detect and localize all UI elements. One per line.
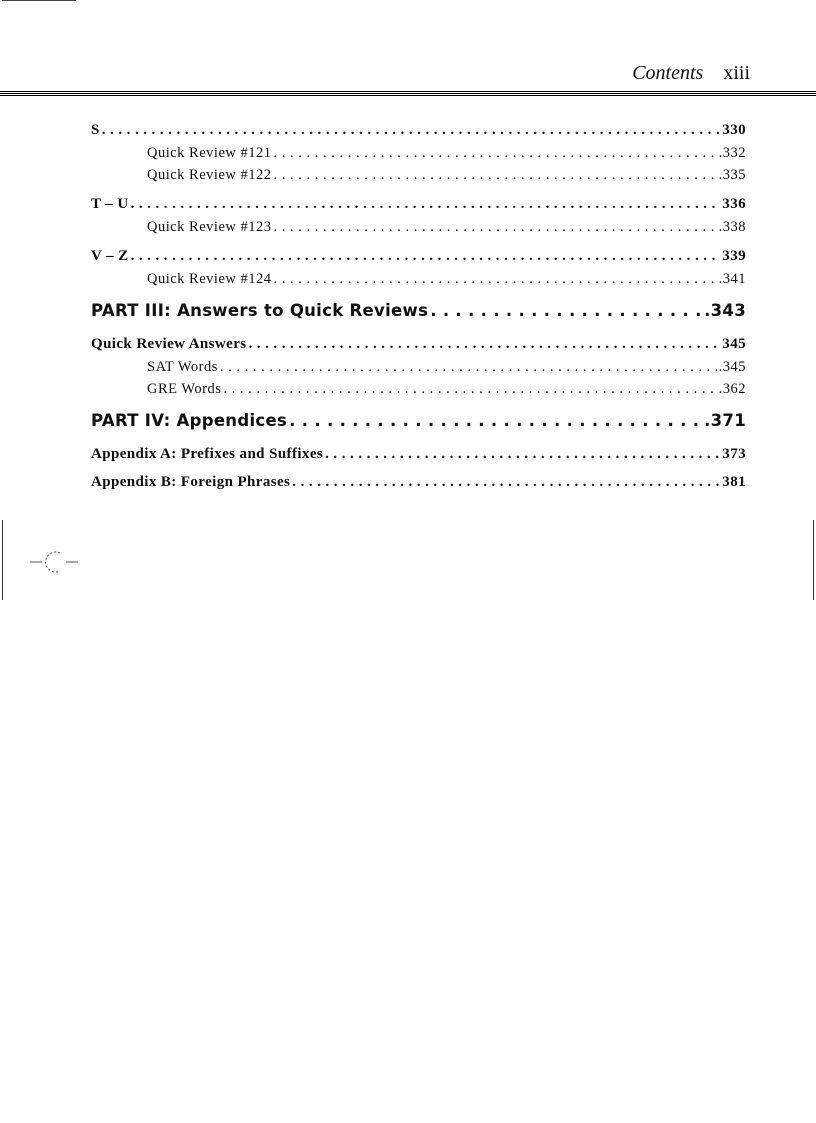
toc-entry-page: .371 xyxy=(704,411,746,430)
registration-mark-icon xyxy=(30,550,80,574)
toc-entry-page: .332 xyxy=(718,145,746,161)
toc-entry-gre-words[interactable] xyxy=(91,378,746,400)
toc-entry-quick-review-123[interactable] xyxy=(91,216,746,238)
toc-entry-label: Quick Review #122 xyxy=(147,167,272,183)
toc-entry-label: S xyxy=(91,122,100,138)
toc-entry-sat-words[interactable] xyxy=(91,356,746,378)
running-head-section: Contents xyxy=(632,62,704,84)
toc-entry-t-u[interactable] xyxy=(91,192,746,216)
toc-entry-page: 345 xyxy=(722,336,746,352)
toc-entry-page: .338 xyxy=(718,219,746,235)
dot-leader xyxy=(102,118,721,142)
toc-entry-page: .341 xyxy=(718,271,746,287)
dot-leader xyxy=(289,406,702,436)
dot-leader xyxy=(249,332,721,356)
toc-entry-label: SAT Words xyxy=(147,359,218,375)
crop-mark xyxy=(2,0,76,1)
header-rule xyxy=(0,91,816,97)
toc-entry-quick-review-124[interactable] xyxy=(91,268,746,290)
toc-entry-label: Appendix B: Foreign Phrases xyxy=(91,474,291,490)
toc-entry-page: .343 xyxy=(704,301,746,320)
toc-entry-page: 381 xyxy=(722,474,746,490)
dot-leader xyxy=(131,192,721,216)
toc-entry-quick-review-122[interactable] xyxy=(91,164,746,186)
dot-leader xyxy=(430,296,702,326)
running-head-page-number: xiii xyxy=(723,62,750,84)
dot-leader xyxy=(220,356,717,378)
toc-entry-page: 339 xyxy=(722,248,746,264)
dot-leader xyxy=(131,244,721,268)
dot-leader xyxy=(273,164,716,186)
toc-entry-appendix-a[interactable] xyxy=(91,442,746,466)
toc-entry-part-iii[interactable] xyxy=(91,296,746,326)
toc-entry-label: Quick Review #121 xyxy=(147,145,272,161)
toc-entry-quick-review-121[interactable] xyxy=(91,142,746,164)
toc-entry-page: 373 xyxy=(722,446,746,462)
dot-leader xyxy=(273,268,716,290)
toc-entry-label: T – U xyxy=(91,196,129,212)
toc-entry-part-iv[interactable] xyxy=(91,406,746,436)
toc-entry-s[interactable] xyxy=(91,118,746,142)
dot-leader xyxy=(223,378,716,400)
dot-leader xyxy=(292,470,720,494)
page-edge-mark-left xyxy=(2,520,3,600)
toc-entry-label: PART IV: Appendices xyxy=(91,411,288,430)
toc-entry-page: .362 xyxy=(718,381,746,397)
toc-entry-label: Appendix A: Prefixes and Suffixes xyxy=(91,446,324,462)
table-of-contents xyxy=(91,118,746,494)
running-head xyxy=(632,62,750,85)
toc-entry-page: .345 xyxy=(718,359,746,375)
toc-entry-label: PART III: Answers to Quick Reviews xyxy=(91,301,429,320)
toc-entry-label: Quick Review #124 xyxy=(147,271,272,287)
toc-entry-page: 336 xyxy=(722,196,746,212)
toc-entry-label: GRE Words xyxy=(147,381,222,397)
page-edge-mark-right xyxy=(813,520,814,600)
dot-leader xyxy=(273,216,716,238)
toc-entry-label: Quick Review Answers xyxy=(91,336,247,352)
dot-leader xyxy=(325,442,720,466)
toc-entry-quick-review-answers[interactable] xyxy=(91,332,746,356)
dot-leader xyxy=(273,142,716,164)
toc-entry-label: Quick Review #123 xyxy=(147,219,272,235)
toc-entry-page: 330 xyxy=(722,122,746,138)
toc-entry-page: .335 xyxy=(718,167,746,183)
toc-entry-v-z[interactable] xyxy=(91,244,746,268)
toc-entry-label: V – Z xyxy=(91,248,129,264)
toc-entry-appendix-b[interactable] xyxy=(91,470,746,494)
